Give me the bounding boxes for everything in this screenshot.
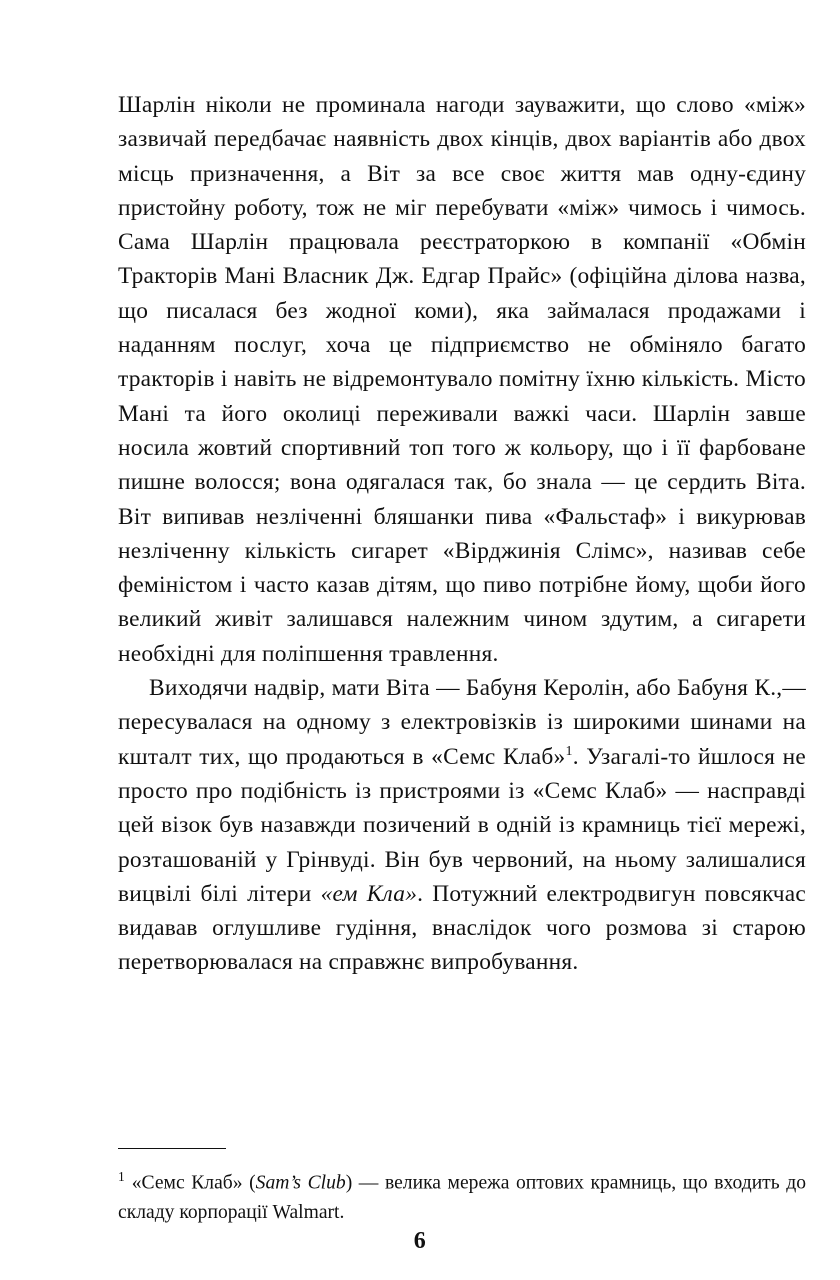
footnote-italic-title: Sam’s Club: [255, 1172, 346, 1194]
paragraph-1: Шарлін ніколи не проминала нагоди зауважити, що слово «між» зазвичай передбачає наявність двох кінців, двох варіантів або двох місць призначення, а Віт за все своє життя мав одну-єдину пристойну роботу, тож не міг перебувати «між» чимось і чимось. Сама Шарлін працювала реєстраторкою в компанії «Обмін Тракторів Мані Власник Дж. Едгар Прайс» (офіційна ділова назва, що писалася без жодної коми), яка займалася продажами і наданням послуг, хоча це підприємство не обміняло багато тракторів і навіть не відремонтувало помітну їхню кількість. Місто Мані та його околиці переживали важкі часи. Шарлін завше носила жовтий спортивний топ того ж кольору, що і її фарбоване пишне волосся; вона одягалася так, бо знала — це сердить Віта. Віт випивав незліченні бляшанки пива «Фальстаф» і викурював незліченну кількість сигарет «Вірджинія Слімс», називав себе феміністом і часто казав дітям, що пиво потрібне йому, щоби його великий живіт залишався належним чином здутим, а сигарети необхідні для поліпшення травлення.: [118, 92, 806, 667]
footnote-area: [118, 1148, 806, 1227]
page-number: 6: [413, 1228, 427, 1254]
footnote-marker: 1: [118, 1169, 125, 1184]
page-body: [118, 88, 806, 980]
footnote-reference-1[interactable]: 1: [565, 743, 573, 759]
footnote-divider: [118, 1148, 226, 1149]
footnote-text-part-1: «Семс Клаб» (: [131, 1172, 256, 1194]
paragraph-2-part-2: . Узагалі-то йшлося не просто про подібність із пристроями із «Семс Клаб» — насправді цей візок був назавжди позичений в одній із крамниць тієї мережі, розташованій у Грінвуді. Він був червоний, на ньому залишалися вицвілі білі літери: [118, 743, 806, 907]
paragraph-2-part-3: . Потужний електродвигун повсякчас видавав оглушливе гудіння, внаслідок чого розмова зі старою перетворювалася на справжнє випробування.: [118, 880, 806, 976]
footnote-1: [118, 1162, 806, 1227]
paragraph-2: [118, 671, 806, 980]
footnote-text-part-2: ) — велика мережа оптових крамниць, що входить до складу корпорації Walmart.: [118, 1172, 807, 1223]
paragraph-2-part-1: Виходячи надвір, мати Віта — Бабуня Керолін, або Бабуня К.,— пересувалася на одному з електровізків із широкими шинами на кшталт тих, що продаються в «Семс Клаб»: [118, 675, 806, 770]
paragraph-2-italic-phrase: «ем Кла»: [320, 880, 418, 907]
